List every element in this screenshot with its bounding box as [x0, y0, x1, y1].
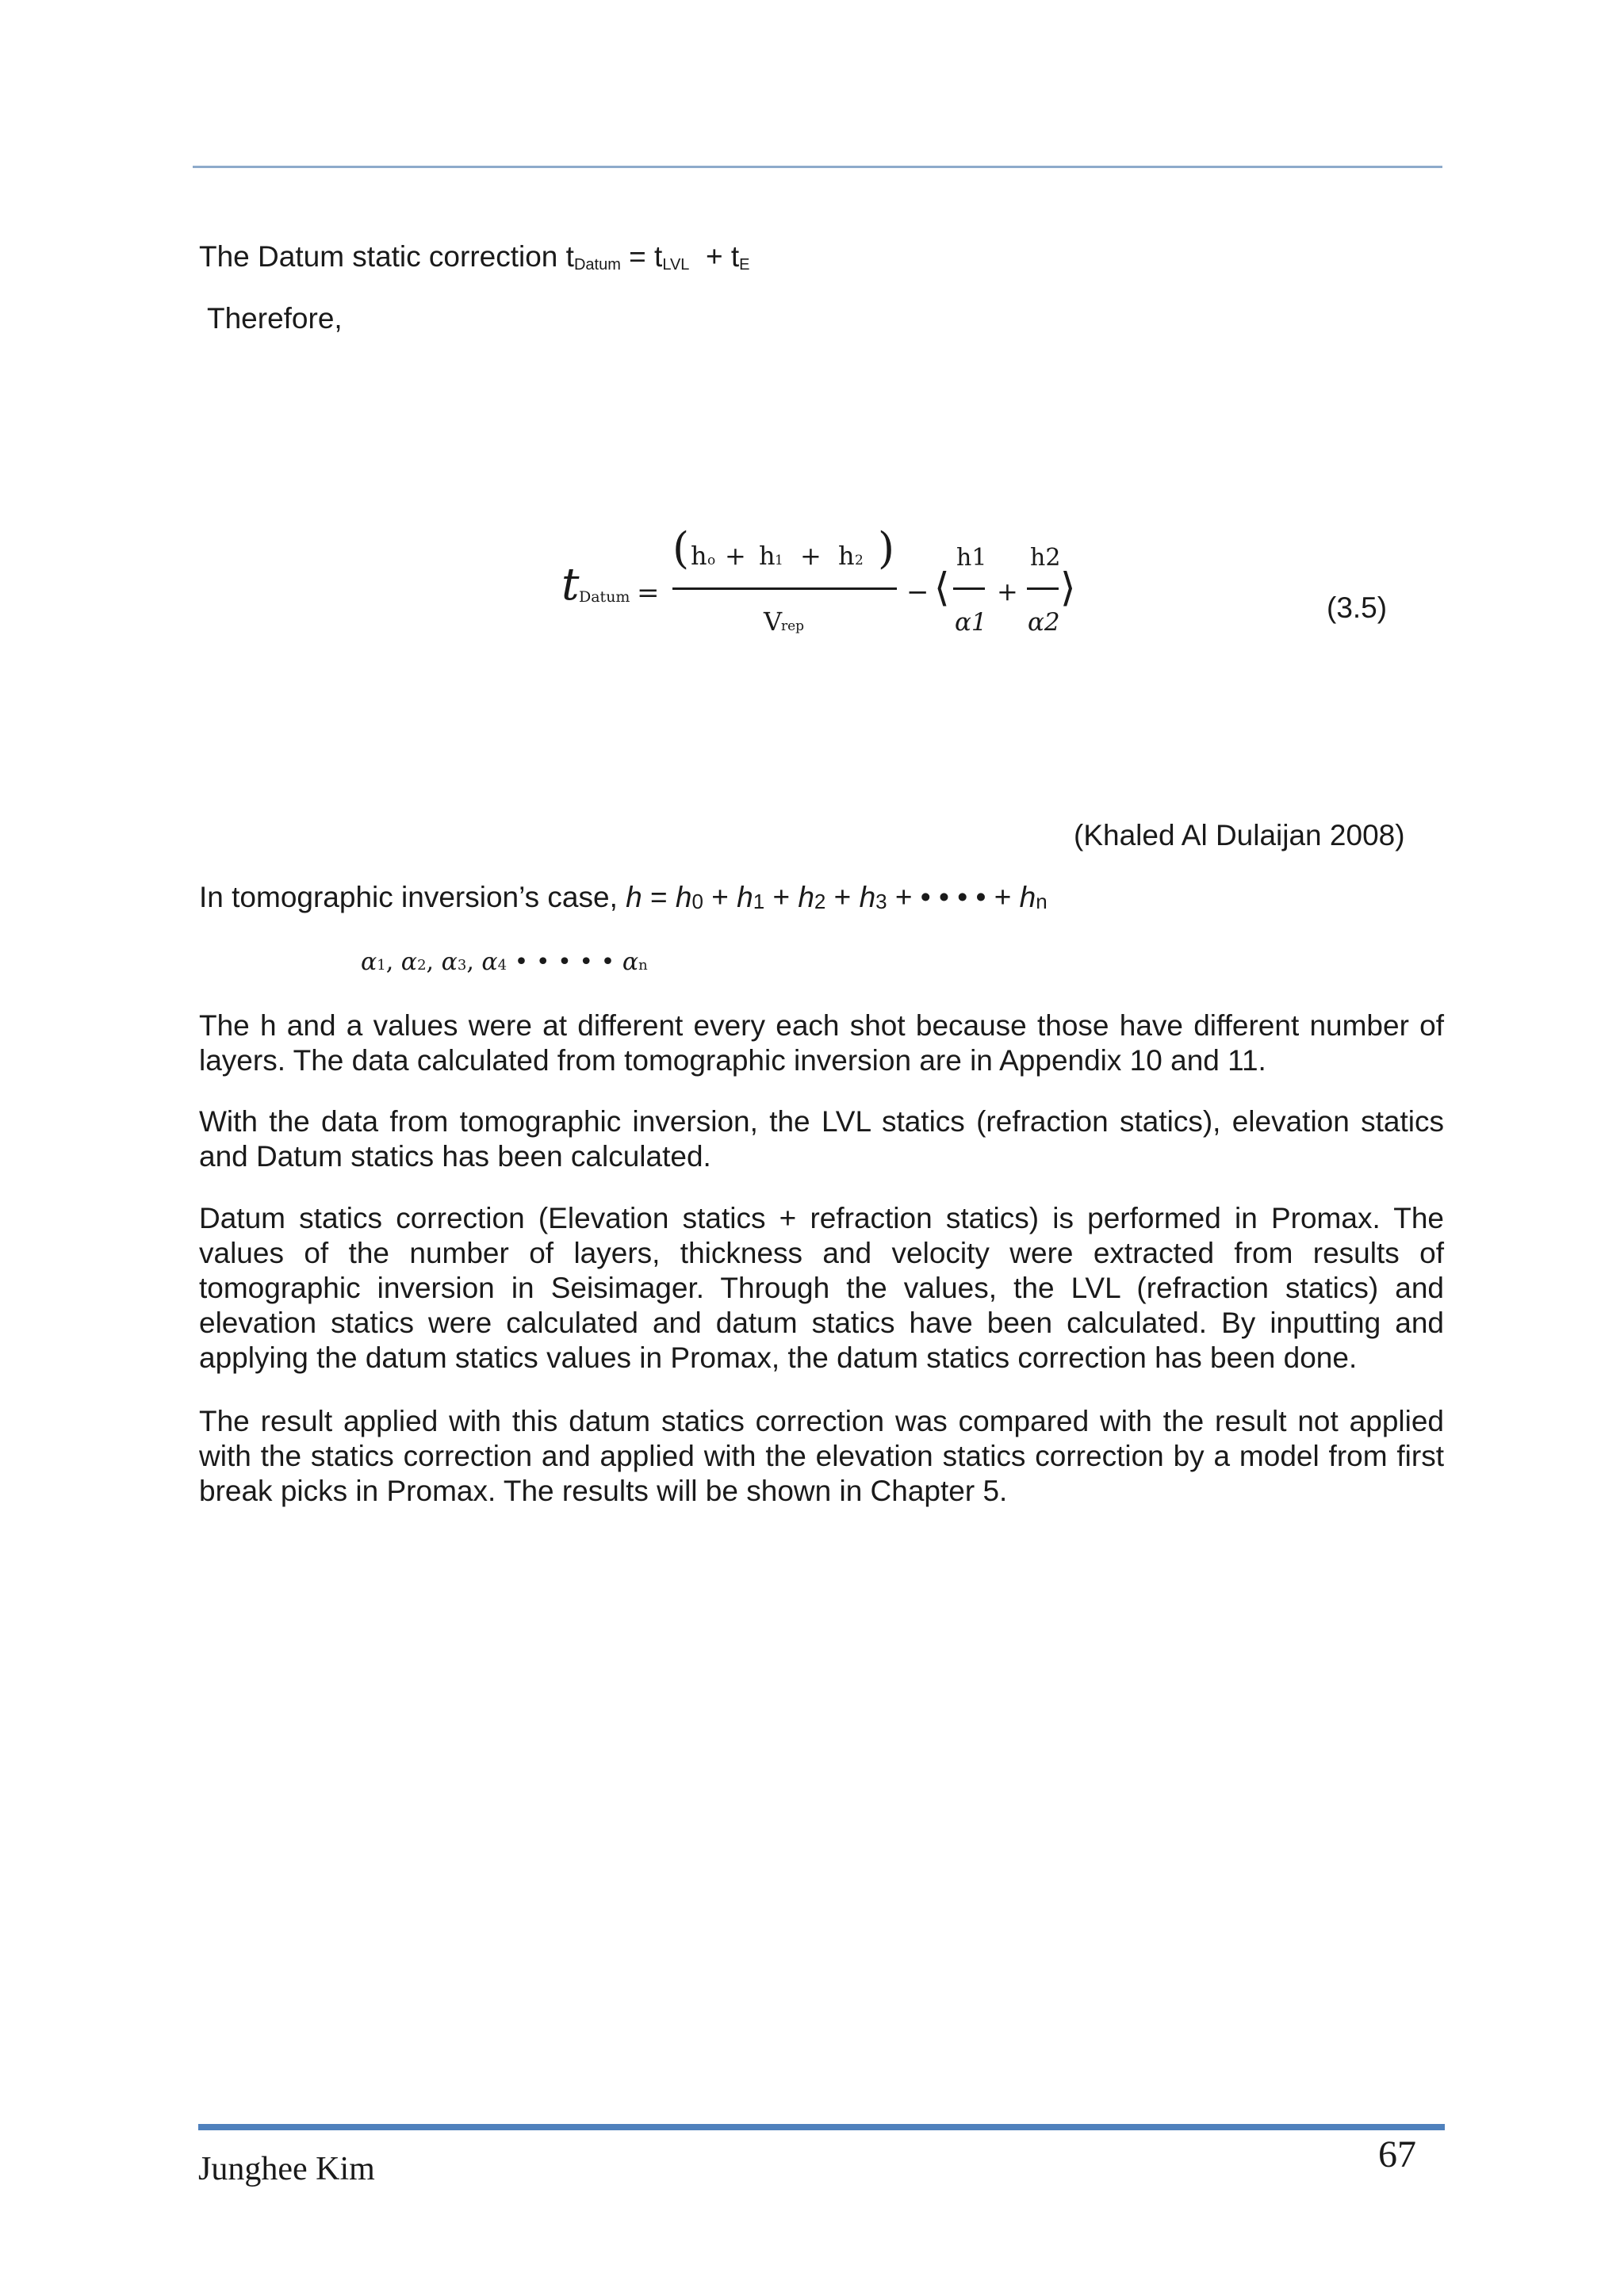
footer-rule: [198, 2124, 1445, 2130]
eq-plus-2: +: [800, 541, 822, 571]
eq-right-angle: ⟩: [1060, 564, 1076, 610]
eq-frac1-bar: [953, 587, 985, 590]
eq-num-open: (: [672, 523, 690, 573]
eq-frac2-numerator: h2: [1030, 544, 1061, 572]
eq-t-sub: Datum: [579, 588, 630, 606]
eq-h0: h: [691, 541, 707, 571]
eq-minus: −: [906, 576, 929, 608]
datum-definition-line: The Datum static correction tDatum = tLVL + tE: [199, 240, 750, 274]
eq-plus-1: +: [725, 541, 746, 571]
therefore-text: Therefore,: [207, 302, 343, 335]
citation: (Khaled Al Dulaijan 2008): [1074, 819, 1405, 851]
eq-denominator: V: [764, 607, 783, 637]
eq-h0-sub: o: [707, 553, 716, 568]
eq-frac2-bar: [1027, 587, 1059, 590]
eq-h2-sub: 2: [855, 553, 864, 568]
eq-left-angle: ⟨: [934, 564, 950, 610]
eq-denominator-sub: rep: [781, 618, 805, 634]
eq-h1-sub: 1: [775, 553, 783, 568]
paragraph-results-comparison: The result applied with this datum statics correction was compared with the result not applied with the statics correction and applied with the elevation statics correction by a model from first break picks in Promax. The results will be shown in Chapter 5.: [199, 1405, 1444, 1507]
equation-number: (3.5): [1327, 591, 1388, 624]
alpha-list-line: α1, α2, α3, α4 • • • • • αn: [361, 948, 648, 976]
eq-plus-3: +: [997, 576, 1018, 607]
eq-num-close: ): [878, 523, 895, 573]
footer-author: Junghee Kim: [198, 2151, 375, 2187]
eq-equals: =: [637, 577, 660, 609]
eq-h1: h: [759, 541, 776, 571]
paragraph-promax-correction: Datum statics correction (Elevation statics + refraction statics) is performed in Promax. The values of the number of layers, thickness and velocity were extracted from results of tomographic inversion in Seisimager. Through the values, the LVL (refraction statics) and elevation statics were calculated and datum statics have been calculated. By inputting and applying the datum statics values in Promax, the datum statics correction has been done.: [199, 1202, 1444, 1374]
tomographic-sum-line: In tomographic inversion’s case, h = h0 + h1 + h2 + h3 + • • • • + hn: [199, 881, 1048, 913]
eq-frac1-numerator: h1: [956, 544, 987, 572]
paragraph-lvl-statics: With the data from tomographic inversion, the LVL statics (refraction statics), elevation statics and Datum statics has been calculated.: [199, 1105, 1444, 1173]
equation-3-5: [0, 0, 1624, 714]
eq-fraction-bar: [672, 587, 897, 590]
paragraph-h-and-a-values: The h and a values were at different every each shot because those have different number of layers. The data calculated from tomographic inversion are in Appendix 10 and 11.: [199, 1009, 1444, 1077]
page-number: 67: [1378, 2133, 1416, 2175]
eq-frac1-denominator: α1: [955, 608, 987, 637]
eq-t: t: [561, 559, 580, 610]
eq-frac2-denominator: α2: [1028, 608, 1060, 637]
eq-h2: h: [838, 541, 855, 571]
